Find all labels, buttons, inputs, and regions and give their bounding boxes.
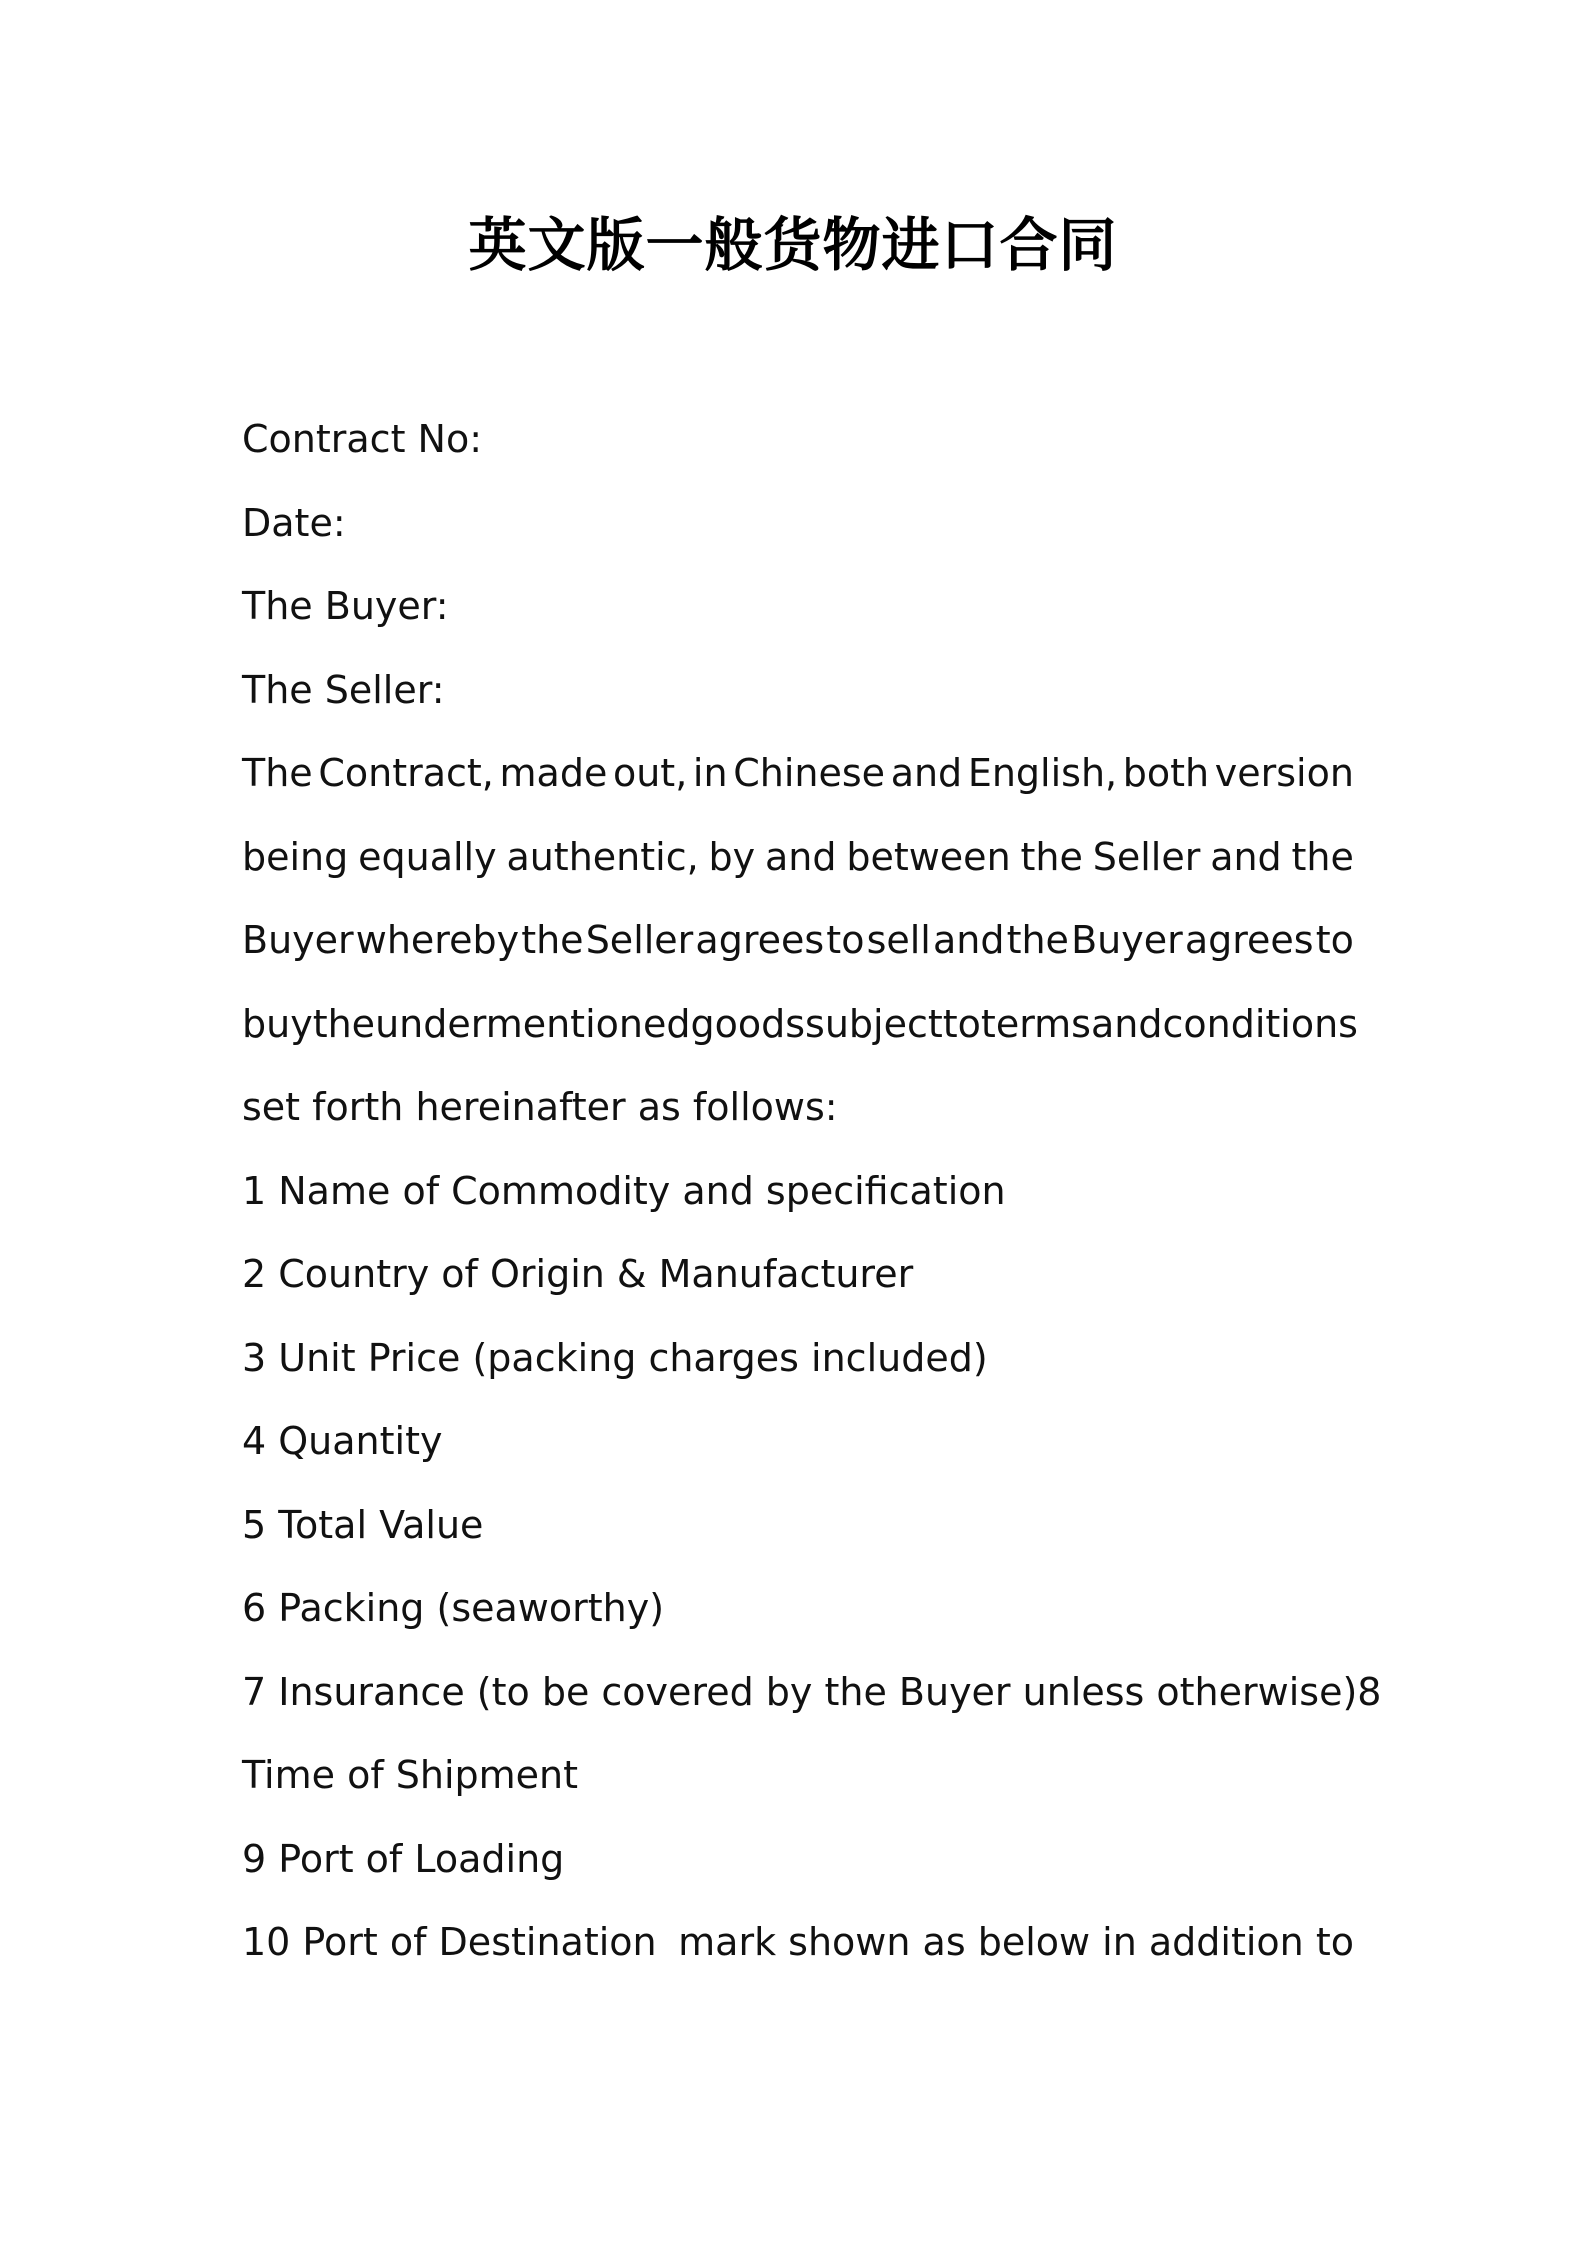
clause-item-1: 1 Name of Commodity and specification	[242, 1168, 1006, 1213]
word: agrees	[1184, 918, 1314, 962]
preamble-line-last: set forth hereinafter as follows:	[242, 1085, 838, 1129]
clause-item-6: 6 Packing (seaworthy)	[242, 1586, 665, 1630]
word: and	[1090, 1001, 1163, 1046]
clause-item-10-continuation: mark shown as below in addition to	[678, 1920, 1354, 1964]
word: the	[312, 1001, 376, 1046]
clause-item-3: 3 Unit Price (packing charges included)	[242, 1335, 988, 1380]
word: between	[846, 834, 1011, 879]
word: to	[826, 918, 865, 962]
document-title: 英文版一般货物进口合同	[468, 211, 1118, 279]
word: conditions	[1162, 1001, 1358, 1046]
clause-item-4: 4 Quantity	[242, 1419, 443, 1463]
clause-item-8: Time of Shipment	[242, 1753, 579, 1797]
preamble-line	[242, 732, 1354, 816]
document-body	[242, 398, 1382, 1985]
word: undermentioned	[375, 1001, 691, 1046]
word: being	[242, 834, 349, 879]
preamble-line	[242, 816, 1354, 900]
clause-item-10: 10 Port of Destination	[242, 1920, 657, 1964]
word: Seller	[585, 918, 694, 962]
word: subject	[805, 1001, 943, 1046]
word: out,	[612, 751, 688, 795]
clause-item-5: 5 Total Value	[242, 1502, 484, 1547]
clause-item-7-row	[242, 1651, 1382, 1735]
word: version	[1214, 751, 1354, 795]
clause-item-9: 9 Port of Loading	[242, 1836, 565, 1881]
word: The	[242, 751, 313, 795]
preamble-line	[242, 899, 1354, 983]
word: sell	[866, 918, 931, 962]
word: Chinese	[733, 751, 886, 795]
word: and	[764, 834, 837, 879]
clause-item-10-row	[242, 1901, 1354, 1985]
word: and	[890, 751, 963, 795]
word: to	[942, 1001, 981, 1046]
preamble-line	[242, 983, 1358, 1067]
word: Contract,	[318, 751, 494, 795]
word: English,	[967, 751, 1118, 795]
buyer-label: The Buyer:	[242, 584, 449, 628]
word: authentic,	[506, 834, 699, 879]
word: Seller	[1092, 834, 1201, 879]
contract-no-label: Contract No:	[242, 417, 483, 461]
word: and	[932, 918, 1005, 962]
word: Buyer	[1071, 918, 1183, 962]
word: the	[1006, 918, 1069, 962]
word: the	[1291, 834, 1354, 879]
word: the	[521, 918, 584, 962]
clause-item-7: 7 Insurance (to be covered by the Buyer unless otherwise)	[242, 1669, 1358, 1714]
word: by	[708, 834, 756, 879]
clause-item-8-number: 8	[1357, 1669, 1382, 1714]
word: in	[692, 751, 728, 795]
word: terms	[980, 1001, 1091, 1046]
word: goods	[690, 1001, 806, 1046]
word: whereby	[355, 918, 520, 962]
word: both	[1122, 751, 1210, 795]
word: agrees	[695, 918, 825, 962]
word: the	[1020, 834, 1083, 879]
seller-label: The Seller:	[242, 667, 445, 712]
word: equally	[358, 834, 497, 879]
clause-item-2: 2 Country of Origin & Manufacturer	[242, 1252, 914, 1296]
word: buy	[242, 1001, 313, 1046]
word: to	[1315, 918, 1354, 962]
word: and	[1210, 834, 1282, 879]
date-label: Date:	[242, 500, 346, 545]
word: made	[499, 751, 608, 795]
word: Buyer	[242, 918, 354, 962]
